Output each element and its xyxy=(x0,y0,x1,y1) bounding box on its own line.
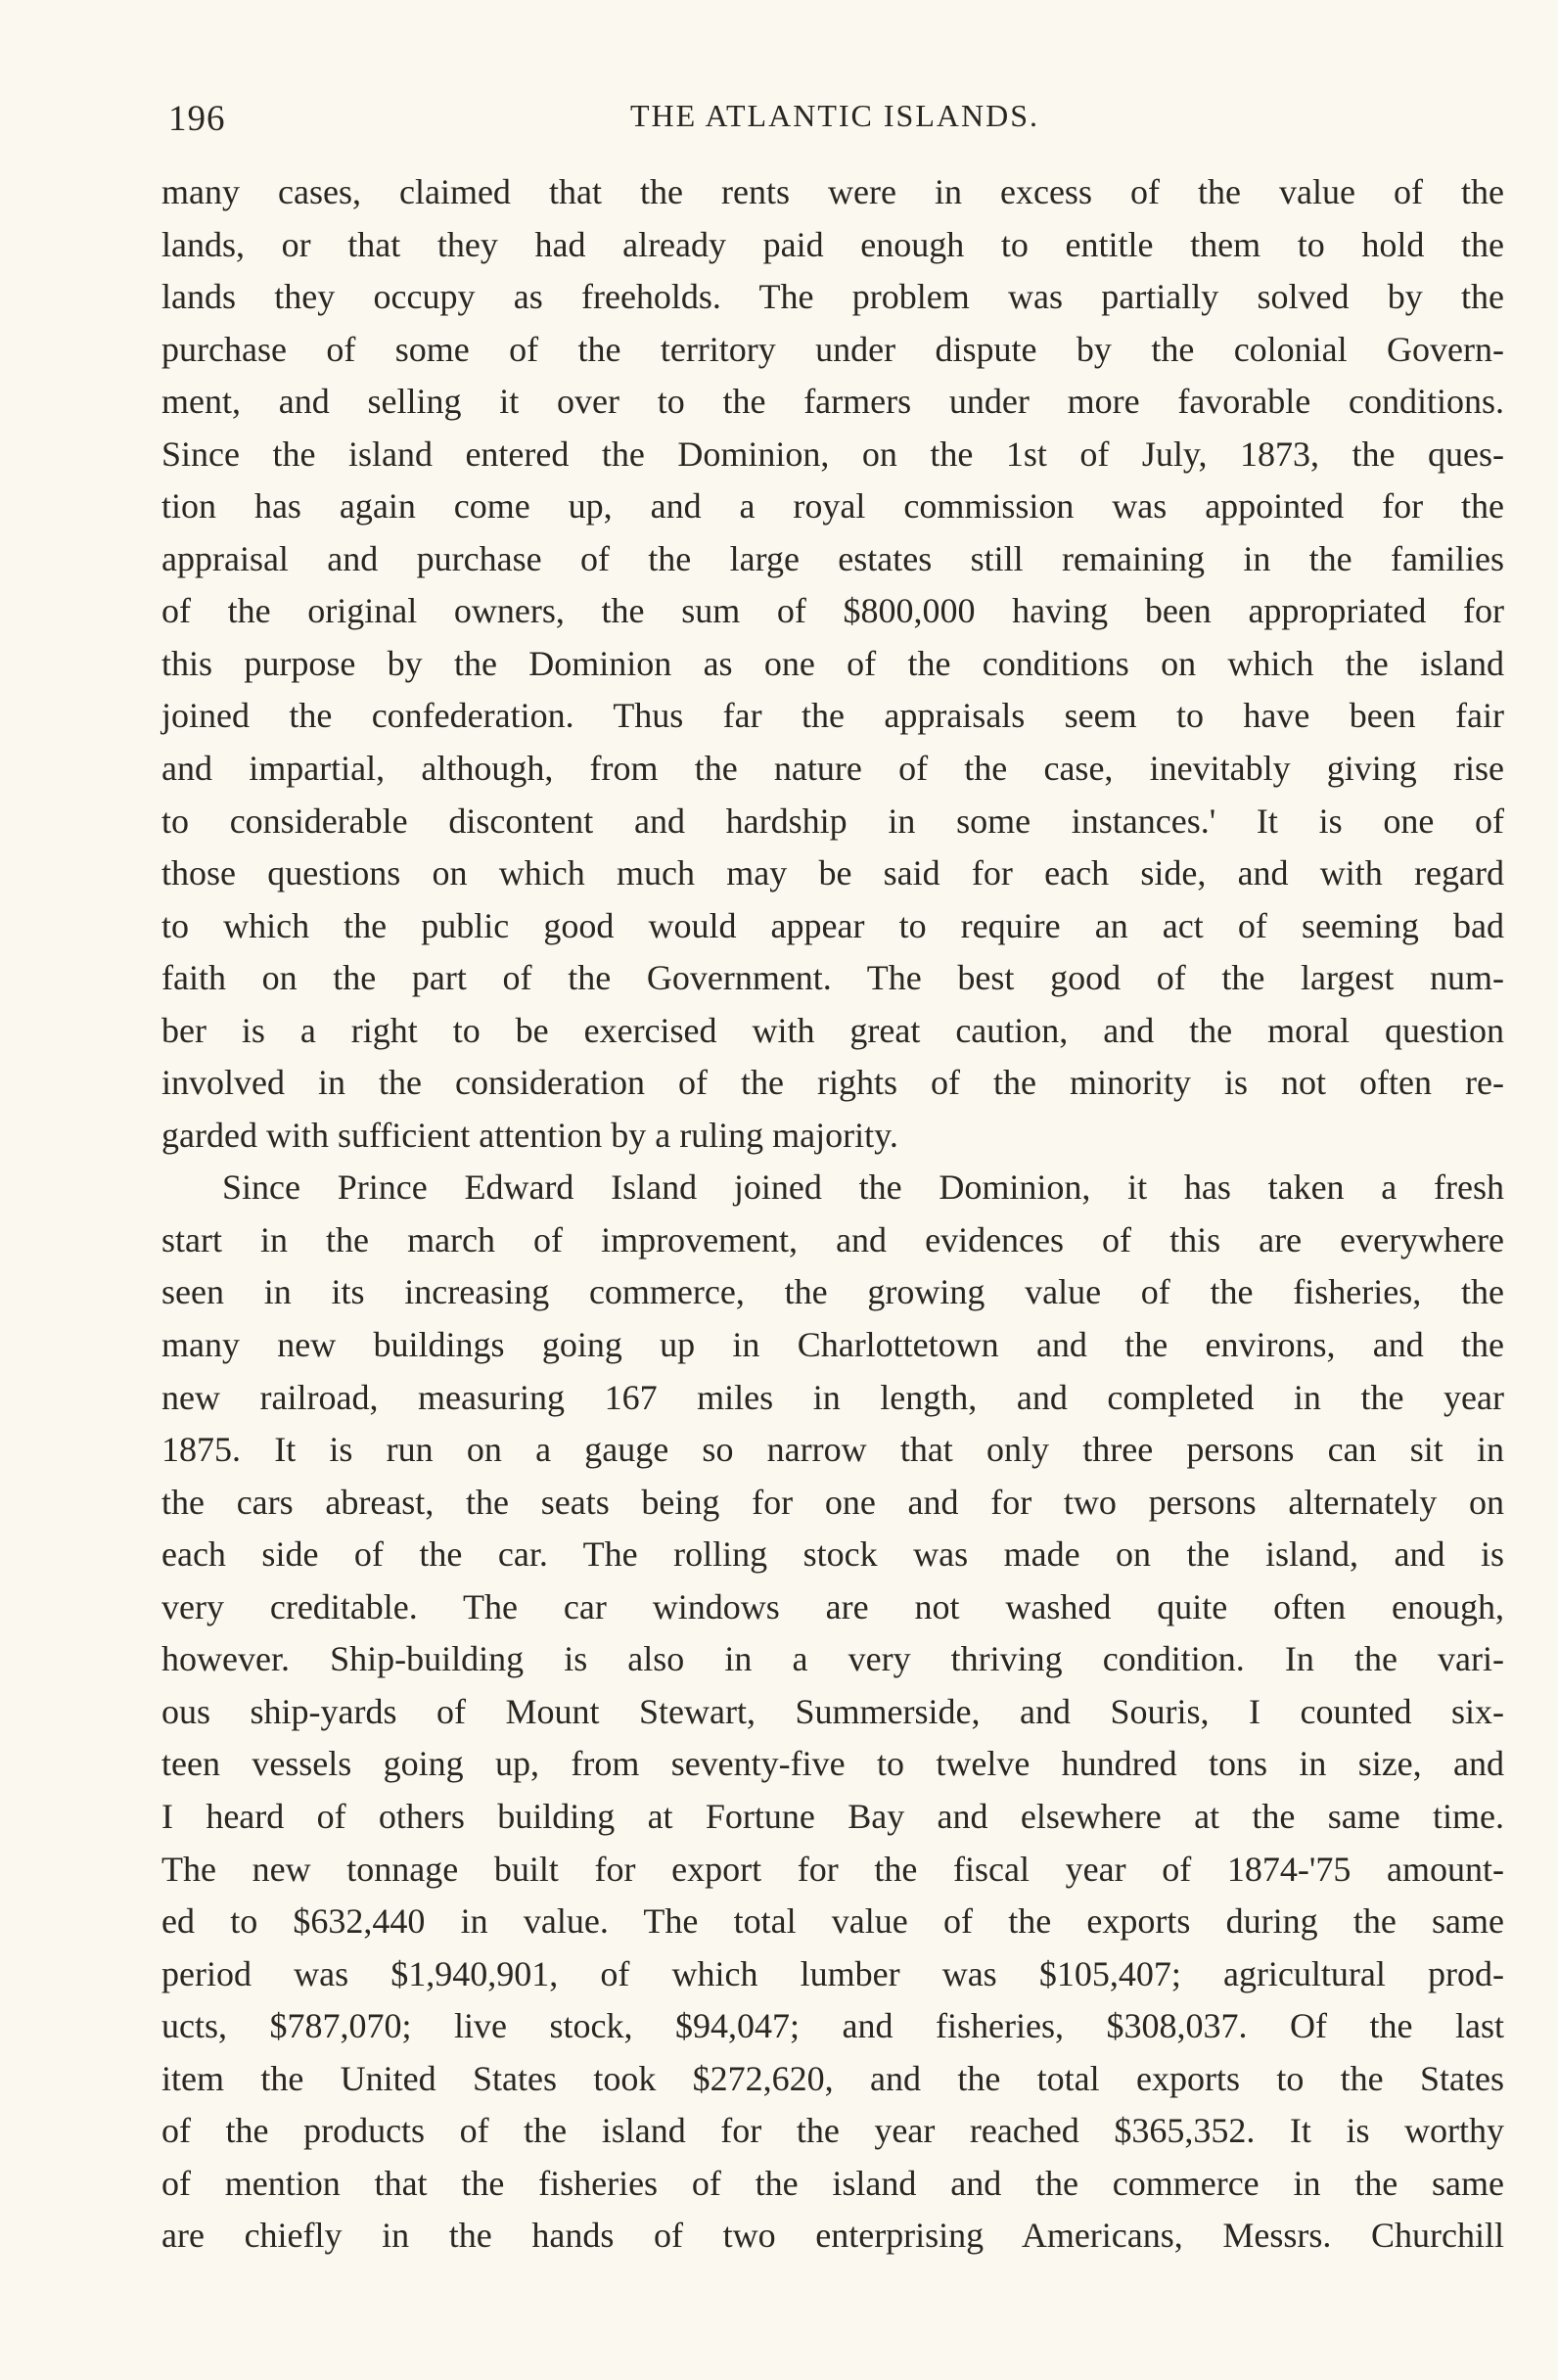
text-line: The new tonnage built for export for the fiscal year of 1874-'75 amount- xyxy=(161,1849,1504,1889)
text-line: start in the march of improvement, and evidences of this are everywhere xyxy=(161,1219,1504,1259)
body-text xyxy=(161,166,1504,2263)
text-line: this purpose by the Dominion as one of the conditions on which the island xyxy=(161,643,1504,683)
paragraph-end-line: garded with sufficient attention by a ruling majority. xyxy=(161,1115,898,1155)
text-line: to which the public good would appear to require an act of seeming bad xyxy=(161,905,1504,945)
text-line: ous ship-yards of Mount Stewart, Summerside, and Souris, I counted six- xyxy=(161,1691,1504,1731)
text-line: ed to $632,440 in value. The total value of the exports during the same xyxy=(161,1901,1504,1942)
text-line: are chiefly in the hands of two enterprising Americans, Messrs. Churchill xyxy=(161,2216,1504,2256)
text-line: tion has again come up, and a royal commission was appointed for the xyxy=(161,486,1504,526)
text-line: however. Ship-building is also in a very thriving condition. In the vari- xyxy=(161,1639,1504,1679)
text-line: those questions on which much may be said for each side, and with regard xyxy=(161,853,1504,893)
text-line: appraisal and purchase of the large estates still remaining in the families xyxy=(161,538,1504,578)
page-header xyxy=(168,98,1501,153)
text-line: 1875. It is run on a gauge so narrow that only three persons can sit in xyxy=(161,1430,1504,1470)
text-line: I heard of others building at Fortune Bay and elsewhere at the same time. xyxy=(161,1796,1504,1836)
text-line: seen in its increasing commerce, the growing value of the fisheries, the xyxy=(161,1272,1504,1312)
text-line: teen vessels going up, from seventy-five to twelve hundred tons in size, and xyxy=(161,1744,1504,1784)
running-title: THE ATLANTIC ISLANDS. xyxy=(630,98,1039,133)
text-line: to considerable discontent and hardship in some instances.' It is one of xyxy=(161,801,1504,841)
text-line: of the original owners, the sum of $800,000 having been appropriated for xyxy=(161,591,1504,631)
page-number: 196 xyxy=(168,99,226,139)
text-line: lands, or that they had already paid enough to entitle them to hold the xyxy=(161,224,1504,264)
text-line: each side of the car. The rolling stock was made on the island, and is xyxy=(161,1534,1504,1575)
text-line: involved in the consideration of the rights of the minority is not often re- xyxy=(161,1063,1504,1103)
text-line: faith on the part of the Government. The best good of the largest num- xyxy=(161,958,1504,998)
text-line: purchase of some of the territory under dispute by the colonial Govern- xyxy=(161,329,1504,369)
text-line: many new buildings going up in Charlottetown and the environs, and the xyxy=(161,1325,1504,1365)
paragraph-start-line: Since Prince Edward Island joined the Dominion, it has taken a fresh xyxy=(222,1167,1504,1208)
text-line: very creditable. The car windows are not washed quite often enough, xyxy=(161,1586,1504,1626)
text-line: period was $1,940,901, of which lumber was $105,407; agricultural prod- xyxy=(161,1953,1504,1993)
text-line: ber is a right to be exercised with great caution, and the moral question xyxy=(161,1010,1504,1050)
text-line: the cars abreast, the seats being for one and for two persons alternately on xyxy=(161,1482,1504,1522)
text-line: lands they occupy as freeholds. The problem was partially solved by the xyxy=(161,277,1504,317)
text-line: of mention that the fisheries of the island and the commerce in the same xyxy=(161,2163,1504,2203)
text-line: item the United States took $272,620, and the total exports to the States xyxy=(161,2058,1504,2098)
text-line: of the products of the island for the year reached $365,352. It is worthy xyxy=(161,2111,1504,2151)
text-line: many cases, claimed that the rents were in excess of the value of the xyxy=(161,172,1504,211)
text-line: joined the confederation. Thus far the appraisals seem to have been fair xyxy=(161,696,1504,736)
text-line: new railroad, measuring 167 miles in length, and completed in the year xyxy=(161,1377,1504,1417)
text-line: and impartial, although, from the nature of the case, inevitably giving rise xyxy=(161,749,1504,789)
text-line: Since the island entered the Dominion, on the 1st of July, 1873, the ques- xyxy=(161,434,1504,474)
text-line: ment, and selling it over to the farmers under more favorable conditions. xyxy=(161,382,1504,422)
text-line: ucts, $787,070; live stock, $94,047; and fisheries, $308,037. Of the last xyxy=(161,2006,1504,2046)
